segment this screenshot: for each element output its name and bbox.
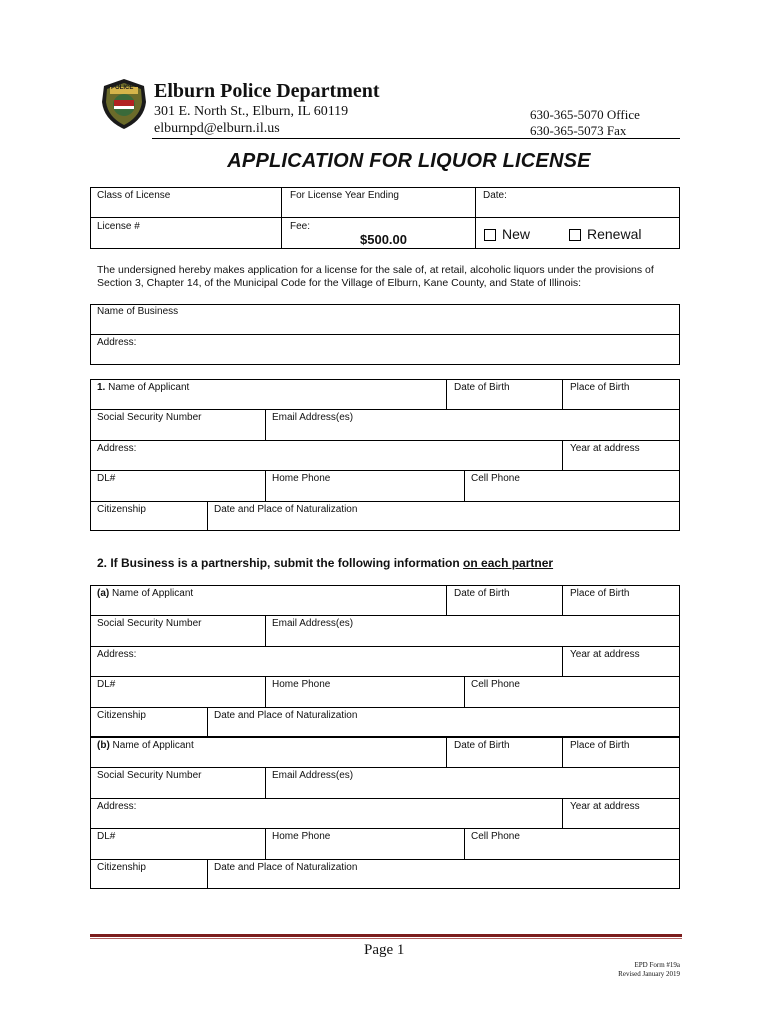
partner-b-naturalization-field[interactable]: Date and Place of Naturalization: [214, 861, 358, 873]
partner-b-address-field[interactable]: Address:: [97, 800, 137, 812]
new-checkbox[interactable]: [484, 229, 496, 241]
business-address-field[interactable]: Address:: [97, 337, 137, 348]
partner-a-ssn-field[interactable]: Social Security Number: [97, 618, 202, 630]
partner-a-row-divider: [90, 676, 680, 677]
partner-a-box: [90, 585, 680, 737]
form-revised: Revised January 2019: [618, 970, 680, 978]
partner-b-col-divider: [562, 798, 563, 828]
license-table-col-divider: [475, 187, 476, 249]
partner-b-col-divider: [446, 737, 447, 767]
partner-b-row-divider: [90, 859, 680, 860]
applicant-1-dl-field[interactable]: DL#: [97, 473, 116, 485]
partner-b-row-divider: [90, 828, 680, 829]
applicant-1-col-divider: [464, 470, 465, 500]
partner-b-col-divider: [464, 828, 465, 858]
applicant-1-row-divider: [90, 409, 680, 410]
partner-b-email-field[interactable]: Email Address(es): [272, 770, 354, 782]
fax-phone: 630-365-5073 Fax: [530, 123, 627, 138]
applicant-1-naturalization-field[interactable]: Date and Place of Naturalization: [214, 503, 358, 515]
applicant-1-col-divider: [446, 379, 447, 409]
applicant-1-ssn-field[interactable]: Social Security Number: [97, 412, 202, 424]
fee-label: Fee:: [290, 221, 311, 232]
partner-a-home-phone-field[interactable]: Home Phone: [272, 679, 331, 691]
applicant-1-col-divider: [562, 379, 563, 409]
applicant-1-row-divider: [90, 440, 680, 441]
partner-a-cell-phone-field[interactable]: Cell Phone: [471, 679, 520, 691]
date-field[interactable]: Date:: [483, 190, 507, 201]
footer-rule-thin: [90, 938, 682, 939]
applicant-1-row-divider: [90, 501, 680, 502]
applicant-1-address-field[interactable]: Address:: [97, 442, 137, 454]
partner-a-row-divider: [90, 615, 680, 616]
partner-b-home-phone-field[interactable]: Home Phone: [272, 831, 331, 843]
page-number: Page 1: [364, 942, 405, 958]
office-phone: 630-365-5070 Office: [530, 107, 640, 122]
partner-a-citizenship-field[interactable]: Citizenship: [97, 709, 146, 721]
license-number-field[interactable]: License #: [97, 221, 140, 232]
new-label: New: [502, 226, 531, 242]
applicant-1-col-divider: [562, 440, 563, 470]
applicant-1-box: [90, 379, 680, 531]
class-of-license-field[interactable]: Class of License: [97, 190, 171, 201]
department-name: Elburn Police Department: [154, 80, 380, 102]
partner-b-box: [90, 737, 680, 889]
partner-a-col-divider: [562, 646, 563, 676]
department-address: 301 E. North St., Elburn, IL 60119: [154, 104, 349, 119]
section-2-heading: 2. If Business is a partnership, submit the following information on each partner: [97, 556, 554, 570]
intro-paragraph: The undersigned hereby makes application for a license for the sale of, at retail, alcoholic liquors under the provisions of Section 3, Chapter 14, of the Municipal Code for the Village of Elburn, Kane County, and State of Illinois:: [97, 264, 654, 289]
renewal-label: Renewal: [587, 226, 642, 242]
applicant-1-col-divider: [265, 470, 266, 500]
form-title: APPLICATION FOR LIQUOR LICENSE: [227, 150, 591, 172]
partner-a-col-divider: [265, 676, 266, 706]
partner-a-dl-field[interactable]: DL#: [97, 679, 116, 691]
partner-b-dob-field[interactable]: Date of Birth: [454, 740, 510, 751]
applicant-1-col-divider: [207, 501, 208, 531]
partner-b-row-divider: [90, 767, 680, 768]
partner-a-row-divider: [90, 646, 680, 647]
partner-a-email-field[interactable]: Email Address(es): [272, 618, 354, 630]
applicant-1-dob-field[interactable]: Date of Birth: [454, 382, 510, 393]
renewal-checkbox[interactable]: [569, 229, 581, 241]
applicant-1-pob-field[interactable]: Place of Birth: [570, 382, 630, 393]
partner-b-cell-phone-field[interactable]: Cell Phone: [471, 831, 520, 843]
applicant-1-citizenship-field[interactable]: Citizenship: [97, 503, 146, 515]
badge-text: POLICE: [111, 85, 134, 91]
partner-a-col-divider: [562, 585, 563, 615]
header-divider: [152, 138, 680, 139]
applicant-1-col-divider: [265, 409, 266, 439]
applicant-1-email-field[interactable]: Email Address(es): [272, 412, 354, 424]
partner-a-col-divider: [464, 676, 465, 706]
business-name-field[interactable]: Name of Business: [97, 306, 179, 317]
license-table-row-divider: [90, 217, 680, 218]
partner-b-year-at-address-field[interactable]: Year at address: [570, 800, 640, 812]
license-year-ending-field[interactable]: For License Year Ending: [290, 190, 399, 201]
license-table-col-divider: [281, 187, 282, 249]
department-email: elburnpd@elburn.il.us: [154, 121, 280, 136]
partner-b-ssn-field[interactable]: Social Security Number: [97, 770, 202, 782]
applicant-1-row-divider: [90, 470, 680, 471]
partner-b-name-field[interactable]: (b) Name of Applicant: [97, 740, 194, 751]
partner-a-naturalization-field[interactable]: Date and Place of Naturalization: [214, 709, 358, 721]
partner-a-dob-field[interactable]: Date of Birth: [454, 588, 510, 599]
partner-a-pob-field[interactable]: Place of Birth: [570, 588, 630, 599]
partner-b-col-divider: [265, 767, 266, 797]
footer-rule: [90, 934, 682, 937]
partner-b-citizenship-field[interactable]: Citizenship: [97, 861, 146, 873]
business-row-divider: [90, 334, 680, 335]
applicant-1-cell-phone-field[interactable]: Cell Phone: [471, 473, 520, 485]
partner-a-year-at-address-field[interactable]: Year at address: [570, 648, 640, 660]
fee-value: $500.00: [360, 232, 407, 247]
partner-a-row-divider: [90, 707, 680, 708]
partner-a-name-field[interactable]: (a) Name of Applicant: [97, 588, 194, 599]
partner-b-pob-field[interactable]: Place of Birth: [570, 740, 630, 751]
form-id: EPD Form #19a: [634, 961, 680, 969]
partner-b-dl-field[interactable]: DL#: [97, 831, 116, 843]
applicant-1-name-field[interactable]: 1. Name of Applicant: [97, 382, 190, 393]
applicant-1-year-at-address-field[interactable]: Year at address: [570, 442, 640, 454]
partner-b-col-divider: [207, 859, 208, 889]
partner-a-address-field[interactable]: Address:: [97, 648, 137, 660]
applicant-1-home-phone-field[interactable]: Home Phone: [272, 473, 331, 485]
partner-a-col-divider: [265, 615, 266, 645]
partner-b-col-divider: [265, 828, 266, 858]
partner-b-col-divider: [562, 737, 563, 767]
partner-a-col-divider: [207, 707, 208, 737]
partner-b-row-divider: [90, 798, 680, 799]
partner-a-col-divider: [446, 585, 447, 615]
